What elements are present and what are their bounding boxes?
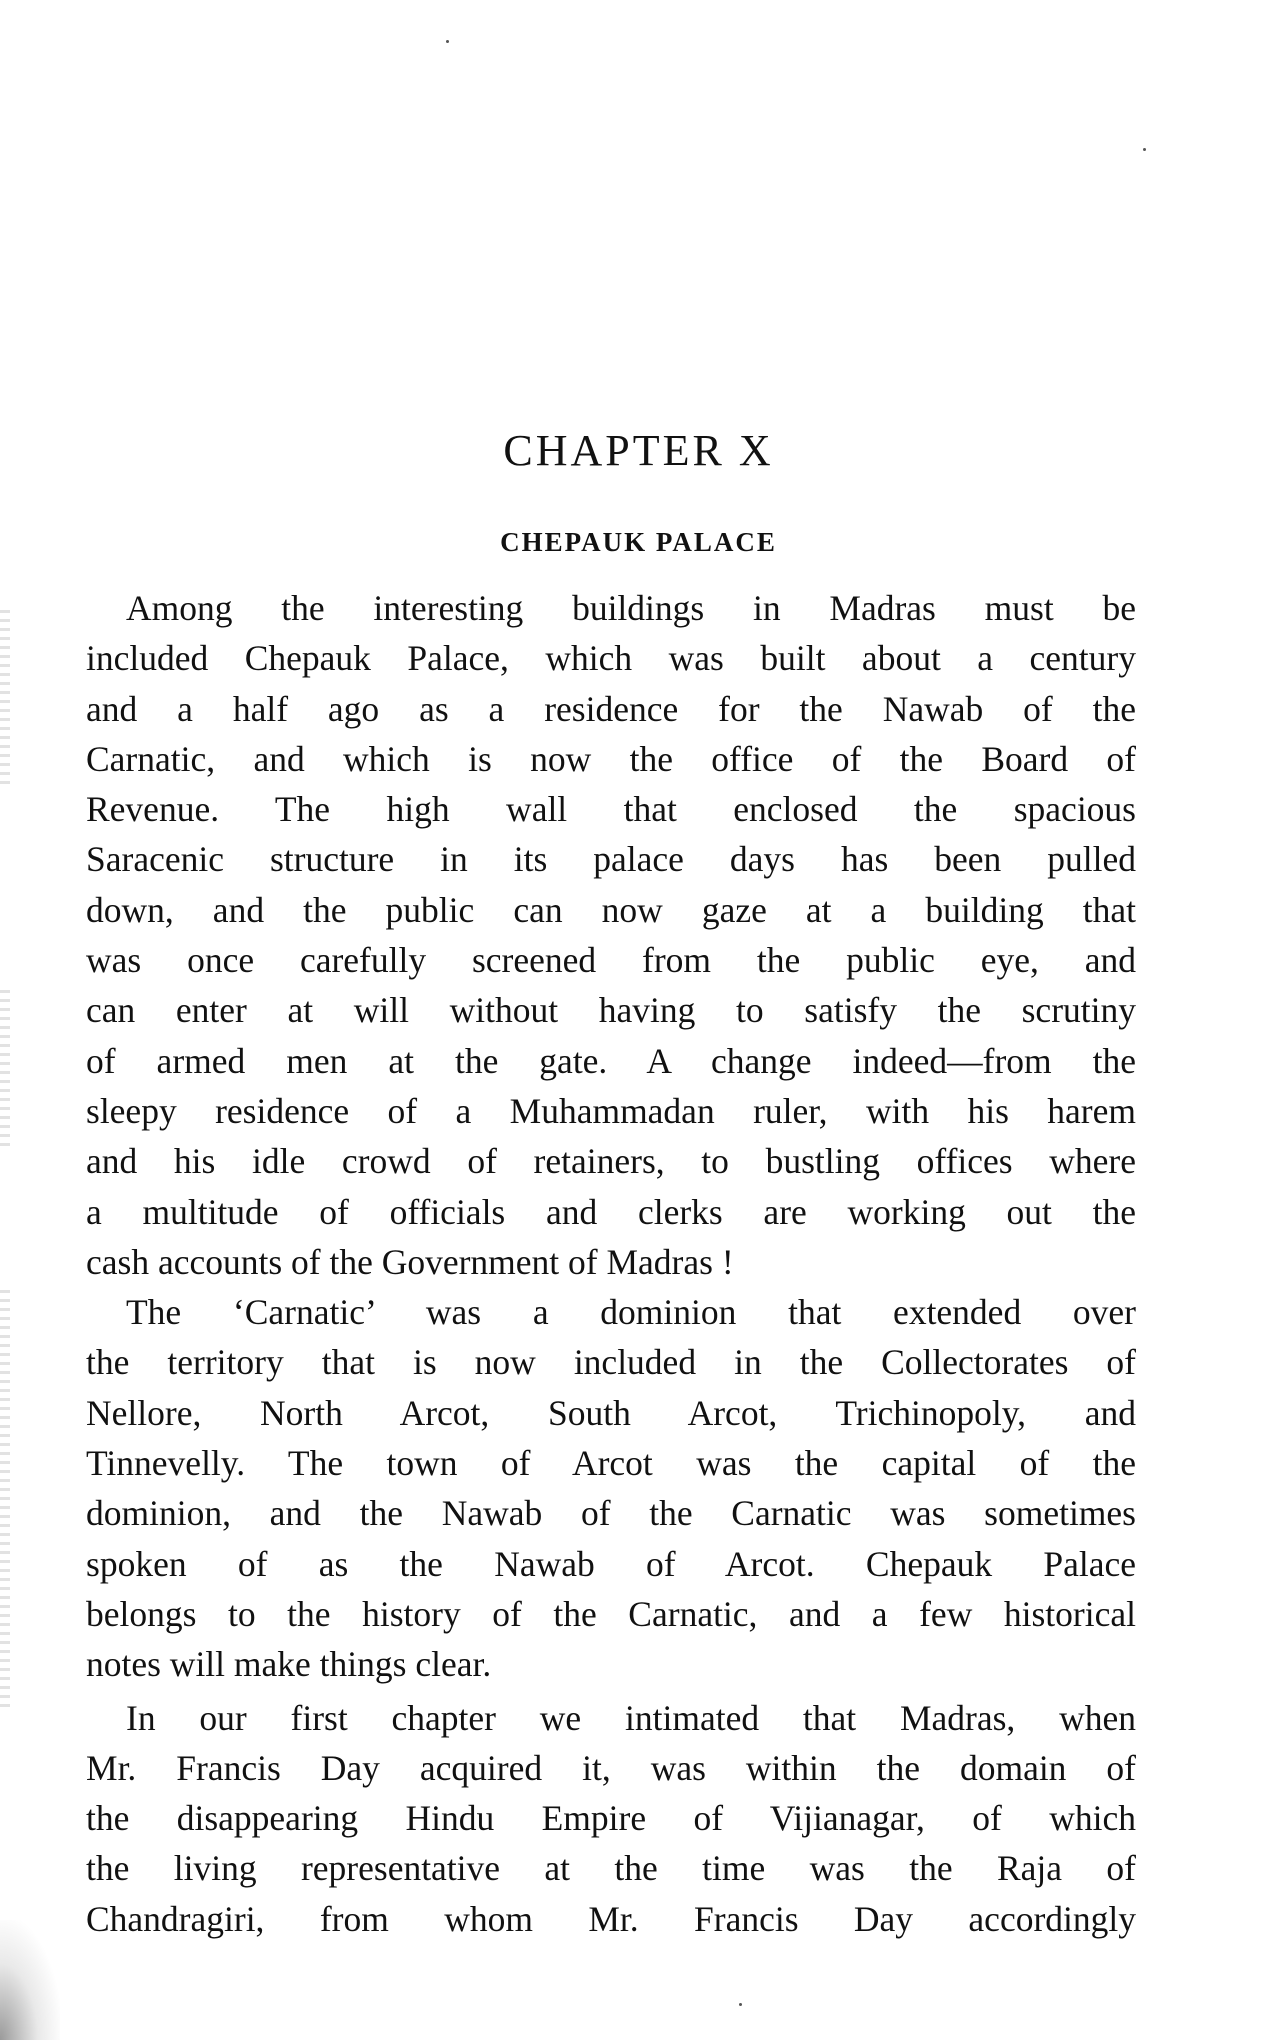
paragraph-3	[86, 1693, 1136, 1944]
scan-speck	[1143, 148, 1146, 151]
scan-speck	[446, 40, 449, 43]
text-line: Chandragiri, from whom Mr. Francis Day accordingly	[86, 1898, 1136, 1939]
text-line: Revenue. The high wall that enclosed the spacious	[86, 789, 1136, 830]
text-line: Saracenic structure in its palace days has been pulled	[86, 839, 1136, 880]
text-line: Nellore, North Arcot, South Arcot, Trichinopoly, and	[86, 1392, 1136, 1433]
text-line: belongs to the history of the Carnatic, and a few historical	[86, 1593, 1136, 1634]
text-line: spoken of as the Nawab of Arcot. Chepauk Palace	[86, 1543, 1136, 1584]
text-line: dominion, and the Nawab of the Carnatic was sometimes	[86, 1493, 1136, 1534]
scan-edge-left-upper	[0, 610, 10, 790]
text-line: sleepy residence of a Muhammadan ruler, with his harem	[86, 1090, 1136, 1131]
chapter-title: CHAPTER X	[503, 426, 774, 475]
text-line: the living representative at the time was the Raja of	[86, 1848, 1136, 1889]
scan-edge-left-lower	[0, 1290, 10, 1710]
text-line: was once carefully screened from the public eye, and	[86, 940, 1136, 981]
text-line: included Chepauk Palace, which was built about a century	[86, 638, 1136, 679]
text-line: the disappearing Hindu Empire of Vijianagar, of which	[86, 1798, 1136, 1839]
text-line: down, and the public can now gaze at a building that	[86, 889, 1136, 930]
scan-speck	[739, 2003, 742, 2006]
text-line: and his idle crowd of retainers, to bustling offices where	[86, 1141, 1136, 1182]
text-line: Tinnevelly. The town of Arcot was the capital of the	[86, 1443, 1136, 1484]
paragraph-1	[86, 583, 1136, 1287]
scan-edge-left-middle	[0, 990, 10, 1150]
text-line: cash accounts of the Government of Madras !	[86, 1241, 734, 1282]
section-title: CHEPAUK PALACE	[500, 527, 777, 557]
text-line: the territory that is now included in the Collectorates of	[86, 1342, 1136, 1383]
text-line: can enter at will without having to satisfy the scrutiny	[86, 990, 1136, 1031]
text-line: a multitude of officials and clerks are working out the	[86, 1191, 1136, 1232]
text-line: Mr. Francis Day acquired it, was within the domain of	[86, 1747, 1136, 1788]
paragraph-2	[86, 1287, 1136, 1689]
text-line: The ‘Carnatic’ was a dominion that extended over	[126, 1292, 1136, 1333]
text-line: and a half ago as a residence for the Nawab of the	[86, 688, 1136, 729]
scan-corner-smudge	[0, 1920, 60, 2040]
text-line: In our first chapter we intimated that Madras, when	[126, 1697, 1136, 1738]
text-line: of armed men at the gate. A change indeed—from the	[86, 1040, 1136, 1081]
text-line: Among the interesting buildings in Madras must be	[126, 588, 1136, 628]
text-line: Carnatic, and which is now the office of the Board of	[86, 738, 1136, 779]
text-line: notes will make things clear.	[86, 1644, 492, 1685]
body-text	[86, 583, 1136, 1944]
